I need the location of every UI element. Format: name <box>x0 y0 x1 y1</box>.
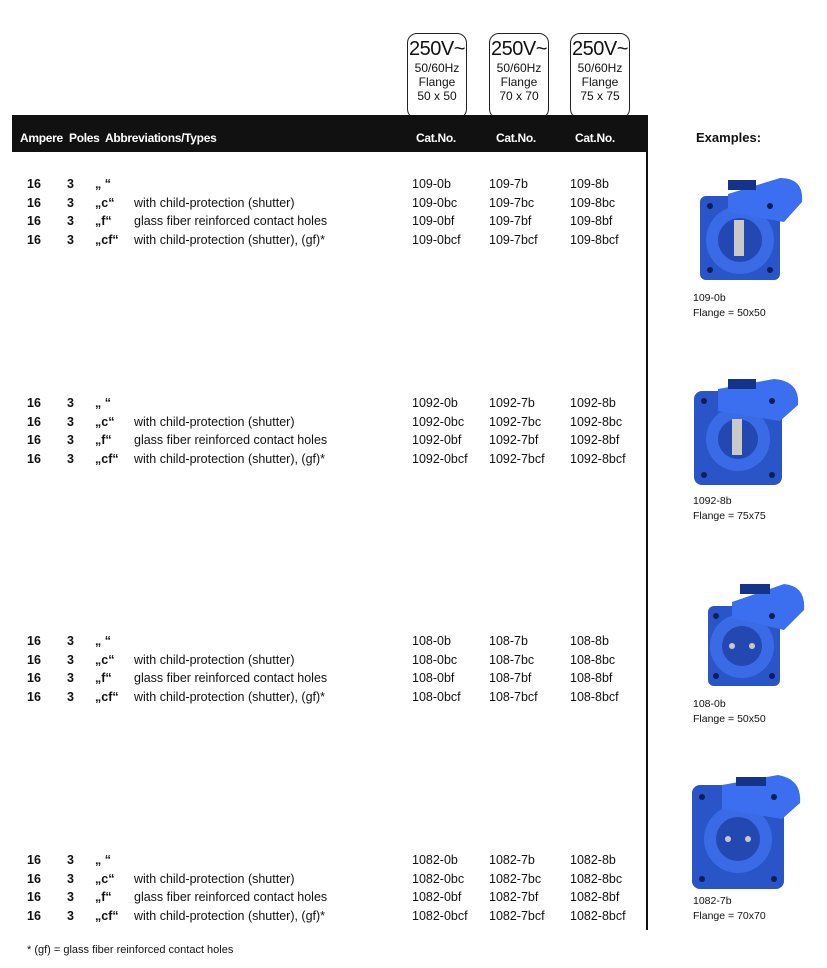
cell-abbr: „ “ <box>95 396 111 410</box>
cell-cat-no: 108-7bcf <box>489 690 538 705</box>
cell-cat-no: 108-0bcf <box>412 690 461 705</box>
cell-cat-no: 1082-0bcf <box>412 909 468 924</box>
cell-poles: 3 <box>67 177 74 191</box>
cell-poles: 3 <box>67 909 74 924</box>
cell-cat-no: 1082-7bf <box>489 890 539 905</box>
example-flange: Flange = 50x50 <box>693 713 766 725</box>
cell-cat-no: 109-0bc <box>412 195 458 210</box>
socket-icon <box>688 578 808 696</box>
cell-amp: 16 <box>27 909 41 924</box>
flange-size: 50 x 50 <box>417 89 457 103</box>
cell-abbr: „c“ <box>95 871 115 886</box>
table-row <box>0 196 646 214</box>
cell-amp: 16 <box>27 177 41 191</box>
cell-cat-no: 1092-8bcf <box>570 452 626 467</box>
cell-amp: 16 <box>27 690 41 705</box>
cell-cat-no: 1082-7bc <box>489 871 542 886</box>
col-types-header: Abbreviations/Types <box>105 131 217 145</box>
table-row <box>0 653 646 671</box>
flange-label: Flange <box>418 75 456 89</box>
socket-icon <box>688 172 808 290</box>
cell-amp: 16 <box>27 233 41 248</box>
example-109-0b <box>688 172 803 320</box>
cell-amp: 16 <box>27 414 41 429</box>
cell-cat-no: 1092-0bc <box>412 414 465 429</box>
cell-amp: 16 <box>27 652 41 667</box>
flange-label: Flange <box>500 75 538 89</box>
col-cat-header-75: Cat.No. <box>575 131 615 145</box>
cell-desc: glass fiber reinforced contact holes <box>134 890 328 905</box>
cell-cat-no: 1082-8bf <box>570 890 620 905</box>
voltage-box-50x50 <box>407 33 467 119</box>
cell-desc: glass fiber reinforced contact holes <box>134 214 328 229</box>
cell-abbr: „ “ <box>95 177 111 191</box>
col-cat-header-70: Cat.No. <box>496 131 536 145</box>
cell-cat-no: 108-7bf <box>489 671 532 686</box>
cell-poles: 3 <box>67 634 74 648</box>
cell-cat-no: 1092-7bc <box>489 414 542 429</box>
table-row <box>0 396 646 414</box>
table-row <box>0 233 646 251</box>
cell-abbr: „cf“ <box>95 690 119 705</box>
cell-desc: with child-protection (shutter) <box>134 871 295 886</box>
cell-poles: 3 <box>67 195 74 210</box>
cell-cat-no: 1092-0bcf <box>412 452 468 467</box>
cell-cat-no: 108-8bc <box>570 652 616 667</box>
cell-cat-no: 1092-8b <box>570 396 616 410</box>
table-row <box>0 214 646 232</box>
table-row <box>0 415 646 433</box>
cell-amp: 16 <box>27 890 41 905</box>
cell-amp: 16 <box>27 396 41 410</box>
cell-abbr: „c“ <box>95 414 115 429</box>
cell-poles: 3 <box>67 452 74 467</box>
examples-title: Examples: <box>696 130 762 145</box>
cell-cat-no: 109-0b <box>412 177 451 191</box>
frequency-label: 50/60Hz <box>577 61 623 75</box>
example-flange: Flange = 75x75 <box>693 510 766 522</box>
cell-abbr: „f“ <box>95 671 112 686</box>
cell-desc: with child-protection (shutter) <box>134 414 295 429</box>
cell-cat-no: 1082-0bc <box>412 871 465 886</box>
cell-poles: 3 <box>67 853 74 867</box>
example-flange: Flange = 50x50 <box>693 307 766 319</box>
example-code: 108-0b <box>693 698 726 710</box>
voltage-box-75x75 <box>570 33 630 119</box>
column-divider <box>646 115 648 930</box>
table-row <box>0 671 646 689</box>
table-row <box>0 890 646 908</box>
cell-cat-no: 1082-0bf <box>412 890 462 905</box>
cell-cat-no: 1092-8bc <box>570 414 623 429</box>
cell-cat-no: 1082-8bcf <box>570 909 626 924</box>
cell-cat-no: 108-7b <box>489 634 528 648</box>
col-poles-header: Poles <box>69 131 100 145</box>
cell-desc: glass fiber reinforced contact holes <box>134 433 328 448</box>
cell-cat-no: 1082-8bc <box>570 871 623 886</box>
table-row <box>0 177 646 195</box>
cell-cat-no: 1092-8bf <box>570 433 620 448</box>
cell-cat-no: 109-8bf <box>570 214 613 229</box>
voltage-box-70x70 <box>489 33 549 119</box>
cell-poles: 3 <box>67 233 74 248</box>
cell-abbr: „f“ <box>95 433 112 448</box>
cell-abbr: „c“ <box>95 195 115 210</box>
cell-amp: 16 <box>27 671 41 686</box>
cell-cat-no: 108-8bcf <box>570 690 619 705</box>
col-ampere-header: Ampere <box>20 131 63 145</box>
cell-cat-no: 109-8b <box>570 177 609 191</box>
cell-cat-no: 109-8bcf <box>570 233 619 248</box>
table-row <box>0 872 646 890</box>
cell-poles: 3 <box>67 396 74 410</box>
table-row <box>0 452 646 470</box>
example-code: 109-0b <box>693 292 726 304</box>
cell-abbr: „ “ <box>95 853 111 867</box>
cell-poles: 3 <box>67 671 74 686</box>
cell-cat-no: 109-7bcf <box>489 233 538 248</box>
cell-desc: with child-protection (shutter), (gf)* <box>134 452 326 467</box>
voltage-label: 250V~ <box>409 38 465 60</box>
cell-cat-no: 1082-7bcf <box>489 909 545 924</box>
cell-poles: 3 <box>67 890 74 905</box>
cell-abbr: „f“ <box>95 890 112 905</box>
cell-cat-no: 108-0bc <box>412 652 458 667</box>
cell-desc: glass fiber reinforced contact holes <box>134 671 328 686</box>
cell-abbr: „f“ <box>95 214 112 229</box>
cell-amp: 16 <box>27 195 41 210</box>
cell-poles: 3 <box>67 214 74 229</box>
cell-cat-no: 109-0bf <box>412 214 455 229</box>
frequency-label: 50/60Hz <box>414 61 460 75</box>
cell-cat-no: 108-7bc <box>489 652 535 667</box>
table-row <box>0 690 646 708</box>
example-1092-8b <box>688 375 803 523</box>
cell-amp: 16 <box>27 634 41 648</box>
cell-desc: with child-protection (shutter) <box>134 652 295 667</box>
voltage-label: 250V~ <box>572 38 628 60</box>
cell-cat-no: 1082-8b <box>570 853 616 867</box>
cell-amp: 16 <box>27 433 41 448</box>
cell-cat-no: 1092-7b <box>489 396 535 410</box>
cell-poles: 3 <box>67 871 74 886</box>
footnote: * (gf) = glass fiber reinforced contact holes <box>27 944 234 956</box>
socket-icon <box>688 775 808 893</box>
cell-cat-no: 1092-7bf <box>489 433 539 448</box>
cell-amp: 16 <box>27 452 41 467</box>
example-flange: Flange = 70x70 <box>693 910 766 922</box>
flange-label: Flange <box>581 75 619 89</box>
cell-amp: 16 <box>27 871 41 886</box>
cell-desc: with child-protection (shutter), (gf)* <box>134 690 326 705</box>
cell-cat-no: 1092-0b <box>412 396 458 410</box>
cell-abbr: „ “ <box>95 634 111 648</box>
cell-desc: with child-protection (shutter), (gf)* <box>134 909 326 924</box>
cell-cat-no: 108-8b <box>570 634 609 648</box>
cell-cat-no: 108-0bf <box>412 671 455 686</box>
frequency-label: 50/60Hz <box>496 61 542 75</box>
cell-cat-no: 108-0b <box>412 634 451 648</box>
example-code: 1092-8b <box>693 495 732 507</box>
cell-cat-no: 108-8bf <box>570 671 613 686</box>
socket-icon <box>688 375 808 493</box>
example-code: 1082-7b <box>693 895 732 907</box>
cell-cat-no: 1092-7bcf <box>489 452 545 467</box>
cell-amp: 16 <box>27 214 41 229</box>
cell-cat-no: 109-7bf <box>489 214 532 229</box>
table-row <box>0 433 646 451</box>
cell-cat-no: 1092-0bf <box>412 433 462 448</box>
table-row <box>0 634 646 652</box>
flange-size: 75 x 75 <box>580 89 620 103</box>
cell-abbr: „c“ <box>95 652 115 667</box>
cell-poles: 3 <box>67 652 74 667</box>
cell-abbr: „cf“ <box>95 233 119 248</box>
cell-amp: 16 <box>27 853 41 867</box>
example-108-0b <box>688 578 803 726</box>
cell-cat-no: 1082-7b <box>489 853 535 867</box>
cell-poles: 3 <box>67 414 74 429</box>
cell-desc: with child-protection (shutter) <box>134 195 295 210</box>
cell-desc: with child-protection (shutter), (gf)* <box>134 233 326 248</box>
table-row <box>0 909 646 927</box>
cell-cat-no: 109-8bc <box>570 195 616 210</box>
cell-poles: 3 <box>67 433 74 448</box>
cell-abbr: „cf“ <box>95 452 119 467</box>
example-1082-7b <box>688 775 803 923</box>
cell-abbr: „cf“ <box>95 909 119 924</box>
cell-cat-no: 109-0bcf <box>412 233 461 248</box>
voltage-label: 250V~ <box>491 38 547 60</box>
cell-cat-no: 1082-0b <box>412 853 458 867</box>
cell-cat-no: 109-7b <box>489 177 528 191</box>
col-cat-header-50: Cat.No. <box>416 131 456 145</box>
cell-poles: 3 <box>67 690 74 705</box>
cell-cat-no: 109-7bc <box>489 195 535 210</box>
flange-size: 70 x 70 <box>499 89 539 103</box>
table-row <box>0 853 646 871</box>
